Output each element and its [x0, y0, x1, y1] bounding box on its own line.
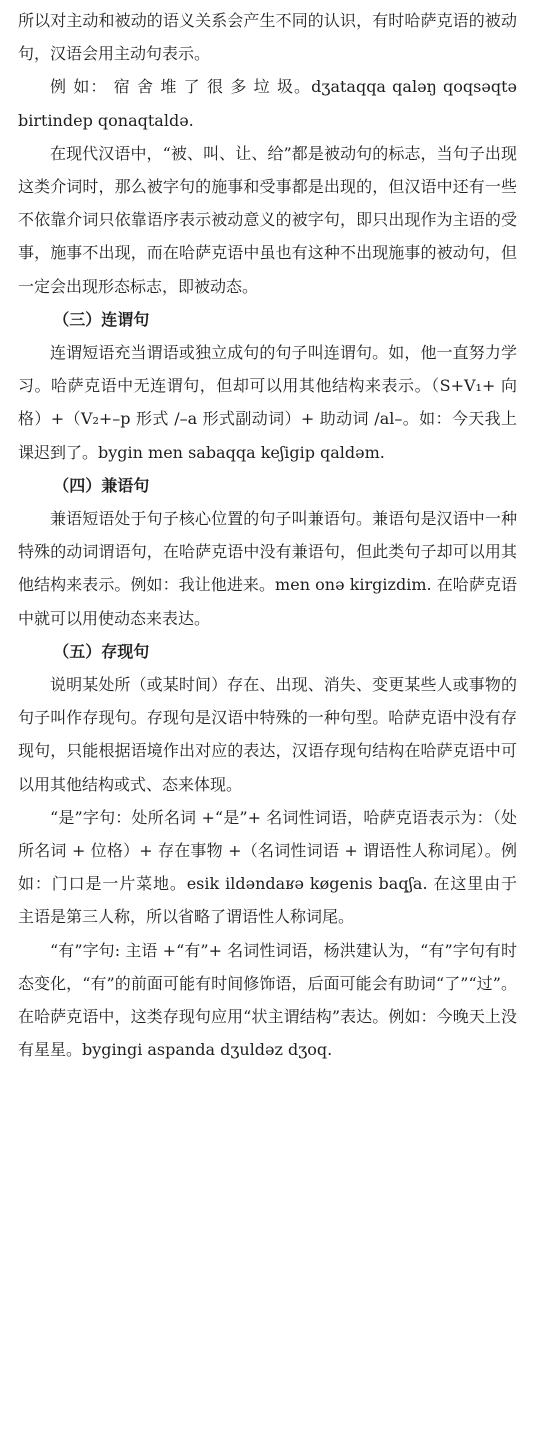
paragraph-shi-sentence: “是”字句：处所名词 +“是”+ 名词性词语，哈萨克语表示为：（处所名词 + 位格）+ 存在事物 +（名词性词语 + 谓语性人称词尾）。例如：门口是一片菜地。esik ildəndaʁə køgenis baqʃa. 在这里由于主语是第三人称，所以省略了谓语性人称词尾。 — [18, 807, 517, 927]
paragraph-passive-markers: 在现代汉语中，“被、叫、让、给”都是被动句的标志，当句子出现这类介词时，那么被字句的施事和受事都是出现的，但汉语中还有一些不依靠介词只依靠语序表示被动意义的被字句，即只出现作为主语的受事，施事不出现，而在哈萨克语中虽也有这种不出现施事的被动句，但一定会出现形态标志，即被动态。 — [18, 143, 517, 296]
paragraph-you-sentence: “有”字句: 主语 +“有”+ 名词性词语，杨洪建认为，“有”字句有时态变化，“有”的前面可能有时间修饰语，后面可能会有助词“了”“过”。在哈萨克语中，这类存现句应用“状主谓结构”表达。例如：今晚天上没有星星。bygingi aspanda dʒuldəz dʒoq. — [18, 940, 517, 1060]
paragraph-passive-intro: 所以对主动和被动的语义关系会产生不同的认识，有时哈萨克语的被动句，汉语会用主动句表示。 — [18, 11, 517, 64]
paragraph-serial-verb: 连谓短语充当谓语或独立成句的句子叫连谓句。如，他一直努力学习。哈萨克语中无连谓句，但却可以用其他结构来表示。（S+V₁+ 向格）+（V₂+–p 形式 /–a 形式副动词）+ 助动词 /al–。如：今天我上课迟到了。bygin men sabaqqa keʃigip qaldəm. — [18, 343, 517, 462]
heading-existential: （五）存现句 — [53, 641, 150, 661]
paragraph-pivotal: 兼语短语处于句子核心位置的句子叫兼语句。兼语句是汉语中一种特殊的动词谓语句，在哈萨克语中没有兼语句，但此类句子却可以用其他结构来表示。例如：我让他进来。men onə kirgizdim. 在哈萨克语中就可以用使动态来表达。 — [18, 509, 517, 628]
heading-serial-verb: （三）连谓句 — [53, 309, 150, 329]
heading-pivotal: （四）兼语句 — [53, 475, 150, 495]
paragraph-existential: 说明某处所（或某时间）存在、出现、消失、变更某些人或事物的句子叫作存现句。存现句是汉语中特殊的一种句型。哈萨克语中没有存现句，只能根据语境作出对应的表达，汉语存现句结构在哈萨克语中可以用其他结构或式、态来体现。 — [18, 675, 517, 794]
paragraph-passive-example: 例 如： 宿 舍 堆 了 很 多 垃 圾。dʒataqqa qaləŋ qoqsəqtə birtindep qonaqtaldə. — [18, 77, 517, 130]
